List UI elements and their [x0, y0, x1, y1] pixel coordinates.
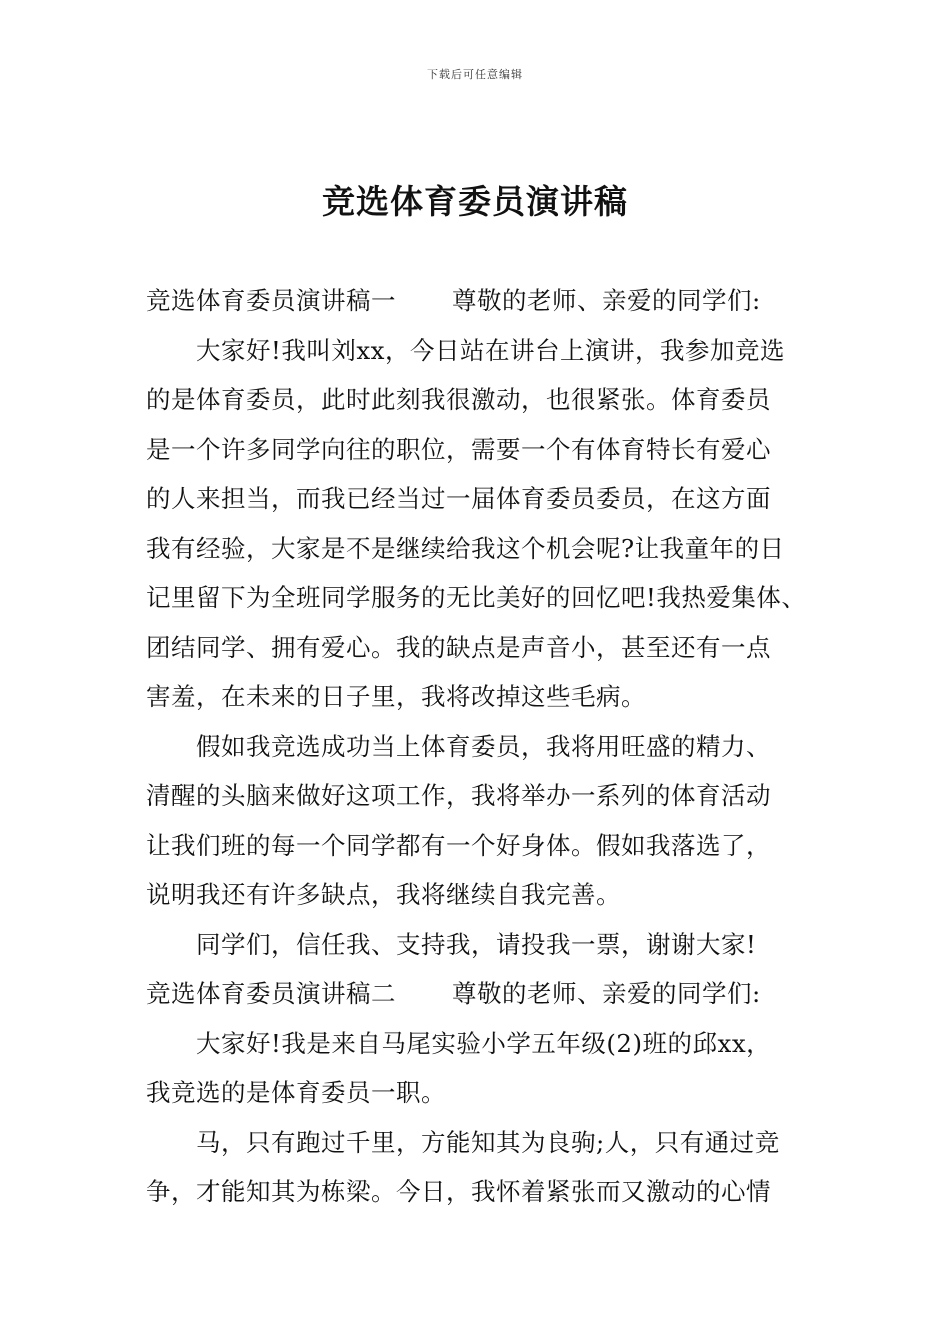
salutation: 尊敬的老师、亲爱的同学们:: [452, 979, 761, 1008]
document-title: 竞选体育委员演讲稿: [322, 182, 628, 221]
paragraph-line: 记里留下为全班同学服务的无比美好的回忆吧!我热爱集体、: [146, 583, 807, 612]
section-title: 竞选体育委员演讲稿一: [146, 286, 396, 315]
document-body: [146, 276, 826, 1217]
section-title: 竞选体育委员演讲稿二: [146, 979, 396, 1008]
paragraph-line: 是一个许多同学向往的职位，需要一个有体育特长有爱心: [146, 434, 771, 464]
paragraph-line: 的是体育委员，此时此刻我很激动，也很紧张。体育委员: [146, 385, 771, 414]
paragraph-line: 我有经验，大家是不是继续给我这个机会呢?让我童年的日: [146, 533, 785, 563]
section-heading-1: [146, 276, 826, 326]
paragraph-line: 大家好!我叫刘xx，今日站在讲台上演讲，我参加竞选: [196, 335, 785, 365]
paragraph-line: 同学们，信任我、支持我，请投我一票，谢谢大家!: [196, 929, 757, 959]
salutation: 尊敬的老师、亲爱的同学们:: [452, 286, 761, 315]
paragraph-line: 大家好!我是来自马尾实验小学五年级(2)班的邱xx，: [196, 1028, 772, 1058]
paragraph-line: 让我们班的每一个同学都有一个好身体。假如我落选了，: [146, 830, 771, 860]
paragraph-line: 的人来担当，而我已经当过一届体育委员委员，在这方面: [146, 484, 771, 513]
section-heading-2: [146, 969, 826, 1019]
paragraph-line: 假如我竞选成功当上体育委员，我将用旺盛的精力、: [196, 731, 771, 761]
paragraph-line: 清醒的头脑来做好这项工作，我将举办一系列的体育活动: [146, 781, 771, 810]
paragraph-line: 说明我还有许多缺点，我将继续自我完善。: [146, 880, 621, 909]
paragraph-line: 我竞选的是体育委员一职。: [146, 1078, 446, 1107]
paragraph-line: 马，只有跑过千里，方能知其为良驹;人，只有通过竞: [196, 1127, 780, 1157]
header-note: 下载后可任意编辑: [427, 68, 523, 81]
paragraph-line: 争，才能知其为栋梁。今日，我怀着紧张而又激动的心情: [146, 1177, 771, 1206]
paragraph-line: 害羞，在未来的日子里，我将改掉这些毛病。: [146, 682, 646, 711]
paragraph-line: 团结同学、拥有爱心。我的缺点是声音小，甚至还有一点: [146, 632, 771, 662]
